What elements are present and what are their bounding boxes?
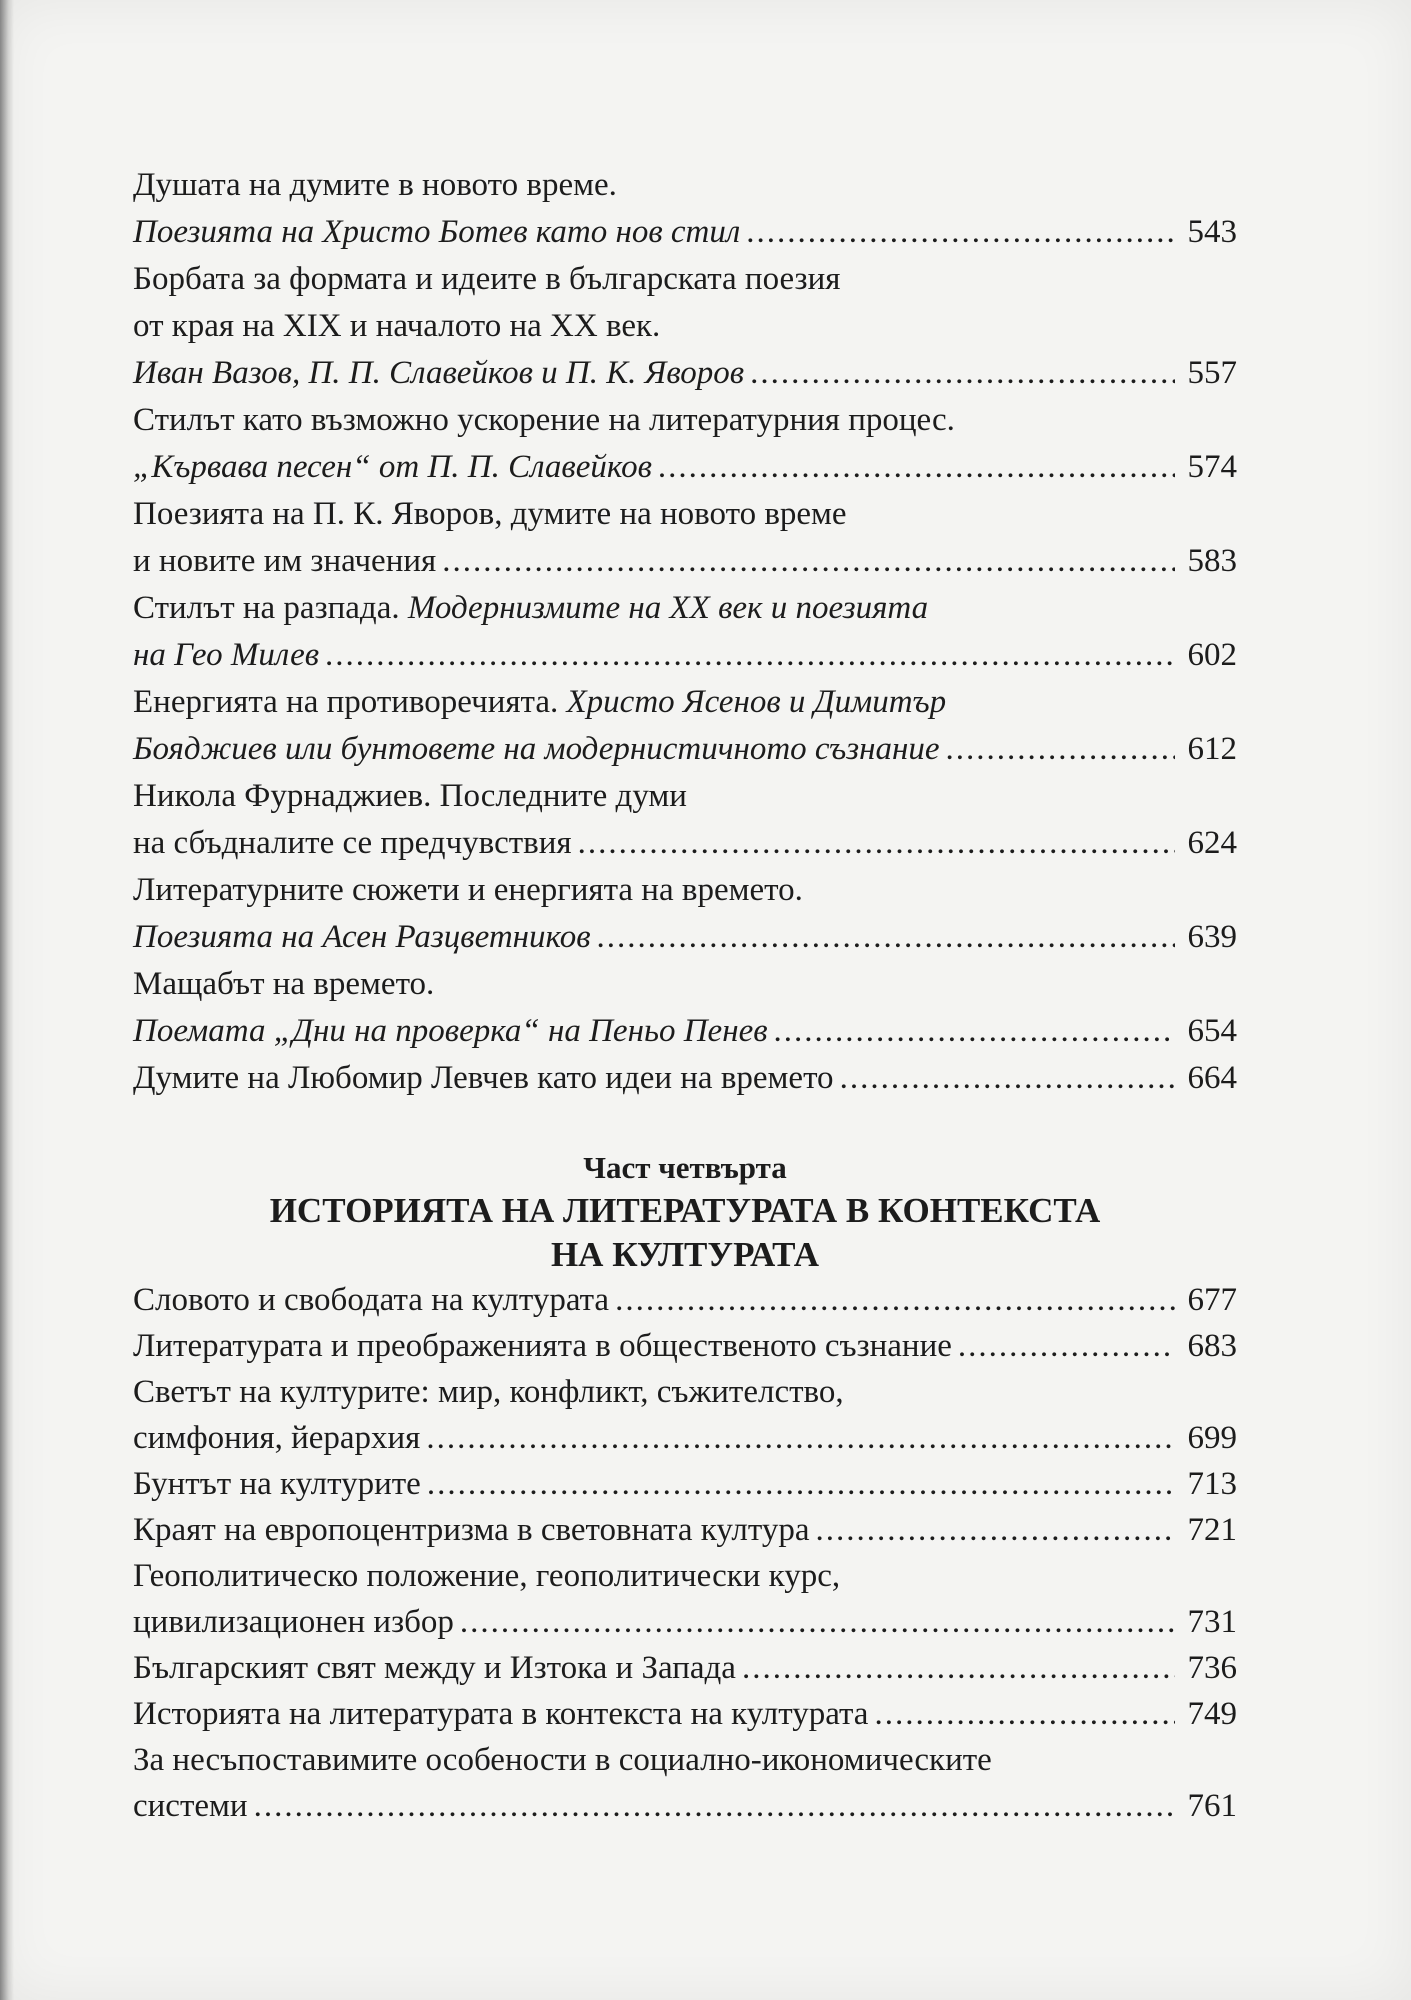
toc-entry-title: цивилизационен избор	[133, 1604, 454, 1640]
toc-entry-line	[133, 632, 1237, 679]
toc-entry	[133, 162, 1237, 256]
toc-entry-line	[133, 1553, 1237, 1599]
dot-leader	[426, 1415, 1175, 1461]
toc-entry	[133, 1645, 1237, 1691]
toc-entry-title: Стилът като възможно ускорение на литературния процес.	[133, 402, 955, 438]
toc-entry-title: Краят на европоцентризма в световната култура	[133, 1512, 810, 1548]
toc-entry-title: на Гео Милев	[133, 637, 320, 673]
page-number: 736	[1187, 1650, 1237, 1686]
dot-leader	[774, 1008, 1175, 1055]
part-four-title-line-2: НА КУЛТУРАТА	[550, 1235, 820, 1274]
toc-entry-line	[133, 961, 1237, 1008]
page-number: 602	[1187, 637, 1237, 673]
toc-entry	[133, 1461, 1237, 1507]
toc-entry-subtitle: Модернизмите на XX век и поезията	[407, 590, 929, 626]
toc-entry-title: Бунтът на културите	[133, 1466, 421, 1502]
toc-entry-title: Литературните сюжети и енергията на времето.	[133, 872, 803, 908]
toc-entry-title: Поезията на Асен Разцветников	[133, 919, 591, 955]
page-number: 624	[1187, 825, 1237, 861]
page-number: 654	[1187, 1013, 1237, 1049]
toc-entry-title: Поезията на П. К. Яворов, думите на новото време	[133, 496, 847, 532]
toc-entry-line	[133, 1507, 1237, 1553]
toc-entry-line	[133, 1323, 1237, 1369]
dot-leader	[958, 1323, 1175, 1369]
page-number: 713	[1187, 1466, 1237, 1502]
toc-entry-title: За несъпоставимите особености в социално-икономическите	[133, 1742, 992, 1778]
toc-entry-line	[133, 1691, 1237, 1737]
toc-entry	[133, 1691, 1237, 1737]
toc-entry-line	[133, 162, 1237, 209]
page-number: 699	[1187, 1420, 1237, 1456]
toc-entry-title: системи	[133, 1788, 248, 1824]
toc-entry	[133, 1369, 1237, 1461]
toc-entry-title: Иван Вазов, П. П. Славейков и П. К. Яворов	[133, 355, 745, 391]
page-number: 583	[1187, 543, 1237, 579]
page-number: 683	[1187, 1328, 1237, 1364]
toc-entry-line	[133, 538, 1237, 585]
dot-leader	[658, 444, 1175, 491]
page-number: 721	[1187, 1512, 1237, 1548]
toc-entry-line	[133, 209, 1237, 256]
toc-entry-line	[133, 1599, 1237, 1645]
table-of-contents	[133, 162, 1237, 1829]
toc-entry-title: Геополитическо положение, геополитически курс,	[133, 1558, 841, 1594]
part-four-title-line-1: ИСТОРИЯТА НА ЛИТЕРАТУРАТА В КОНТЕКСТА	[269, 1191, 1101, 1230]
toc-entry-title: симфония, йерархия	[133, 1420, 421, 1456]
toc-entry-title: Енергията на противоречията.	[133, 684, 567, 720]
toc-entry	[133, 397, 1237, 491]
toc-entry	[133, 585, 1237, 679]
page-number: 664	[1187, 1060, 1237, 1096]
toc-entry-title: Светът на културите: мир, конфликт, съжителство,	[133, 1374, 844, 1410]
toc-entry	[133, 1277, 1237, 1323]
toc-entry-line	[133, 303, 1237, 350]
toc-entry-line	[133, 679, 1237, 726]
toc-entry	[133, 1055, 1237, 1102]
toc-entry-title: Душата на думите в новото време.	[133, 167, 617, 203]
toc-entry	[133, 256, 1237, 397]
dot-leader	[597, 914, 1175, 961]
toc-entry-line	[133, 444, 1237, 491]
toc-entry-line	[133, 867, 1237, 914]
toc-entry-line	[133, 491, 1237, 538]
toc-part-three	[133, 162, 1237, 1102]
toc-entry-title: и новите им значения	[133, 543, 437, 579]
toc-entry-line	[133, 773, 1237, 820]
dot-leader	[742, 1645, 1175, 1691]
toc-entry-title: Поезията на Христо Ботев като нов стил	[133, 214, 741, 250]
toc-entry-title: на сбъдналите се предчувствия	[133, 825, 572, 861]
toc-entry-line	[133, 1461, 1237, 1507]
toc-entry-line	[133, 820, 1237, 867]
book-gutter-shadow	[0, 0, 14, 2000]
dot-leader	[254, 1783, 1175, 1829]
toc-part-four	[133, 1277, 1237, 1829]
toc-entry-line	[133, 350, 1237, 397]
page-number: 639	[1187, 919, 1237, 955]
toc-entry-line	[133, 1737, 1237, 1783]
dot-leader	[442, 538, 1175, 585]
toc-entry	[133, 1553, 1237, 1645]
toc-entry-title: от края на XIX и началото на XX век.	[133, 308, 661, 344]
toc-entry	[133, 679, 1237, 773]
dot-leader	[746, 209, 1175, 256]
toc-entry-title: Стилът на разпада.	[133, 590, 408, 626]
toc-entry-title: Българският свят между и Изтока и Запада	[133, 1650, 736, 1686]
toc-entry-line	[133, 726, 1237, 773]
toc-entry-title: Никола Фурнаджиев. Последните думи	[133, 778, 687, 814]
toc-entry-subtitle: Христо Ясенов и Димитър	[566, 684, 947, 720]
toc-entry-line	[133, 397, 1237, 444]
dot-leader	[427, 1461, 1175, 1507]
dot-leader	[840, 1055, 1175, 1102]
page-number: 749	[1187, 1696, 1237, 1732]
toc-entry	[133, 491, 1237, 585]
page-number: 677	[1187, 1282, 1237, 1318]
toc-entry	[133, 773, 1237, 867]
toc-entry-line	[133, 914, 1237, 961]
page-number: 574	[1187, 449, 1237, 485]
toc-entry-line	[133, 256, 1237, 303]
toc-entry-line	[133, 1783, 1237, 1829]
toc-entry-title: Поемата „Дни на проверка“ на Пеньо Пенев	[133, 1013, 768, 1049]
dot-leader	[816, 1507, 1176, 1553]
dot-leader	[460, 1599, 1175, 1645]
dot-leader	[325, 632, 1175, 679]
toc-entry-line	[133, 1369, 1237, 1415]
toc-entry-line	[133, 1277, 1237, 1323]
toc-entry-line	[133, 585, 1237, 632]
toc-entry	[133, 1737, 1237, 1829]
toc-entry-title: Мащабът на времето.	[133, 966, 435, 1002]
toc-entry-title: Борбата за формата и идеите в българската поезия	[133, 261, 841, 297]
toc-entry-title: Бояджиев или бунтовете на модернистичното съзнание	[133, 731, 940, 767]
part-four-heading	[133, 1147, 1237, 1277]
toc-entry	[133, 1507, 1237, 1553]
page-number: 543	[1187, 214, 1237, 250]
toc-entry-line	[133, 1645, 1237, 1691]
page-number: 612	[1187, 731, 1237, 767]
toc-entry-title: „Кървава песен“ от П. П. Славейков	[133, 449, 652, 485]
page-number: 557	[1187, 355, 1237, 391]
toc-entry	[133, 867, 1237, 961]
part-four-label: Част четвърта	[583, 1150, 787, 1185]
toc-entry	[133, 961, 1237, 1055]
page-number: 731	[1187, 1604, 1237, 1640]
toc-entry	[133, 1323, 1237, 1369]
dot-leader	[750, 350, 1175, 397]
page-number: 761	[1187, 1788, 1237, 1824]
dot-leader	[874, 1691, 1175, 1737]
dot-leader	[615, 1277, 1175, 1323]
toc-entry-line	[133, 1415, 1237, 1461]
dot-leader	[946, 726, 1175, 773]
toc-entry-title: Думите на Любомир Левчев като идеи на времето	[133, 1060, 834, 1096]
dot-leader	[578, 820, 1175, 867]
toc-entry-line	[133, 1008, 1237, 1055]
toc-entry-title: Историята на литературата в контекста на културата	[133, 1696, 869, 1732]
toc-entry-line	[133, 1055, 1237, 1102]
toc-entry-title: Словото и свободата на културата	[133, 1282, 610, 1318]
toc-entry-title: Литературата и преображенията в общественото съзнание	[133, 1328, 952, 1364]
